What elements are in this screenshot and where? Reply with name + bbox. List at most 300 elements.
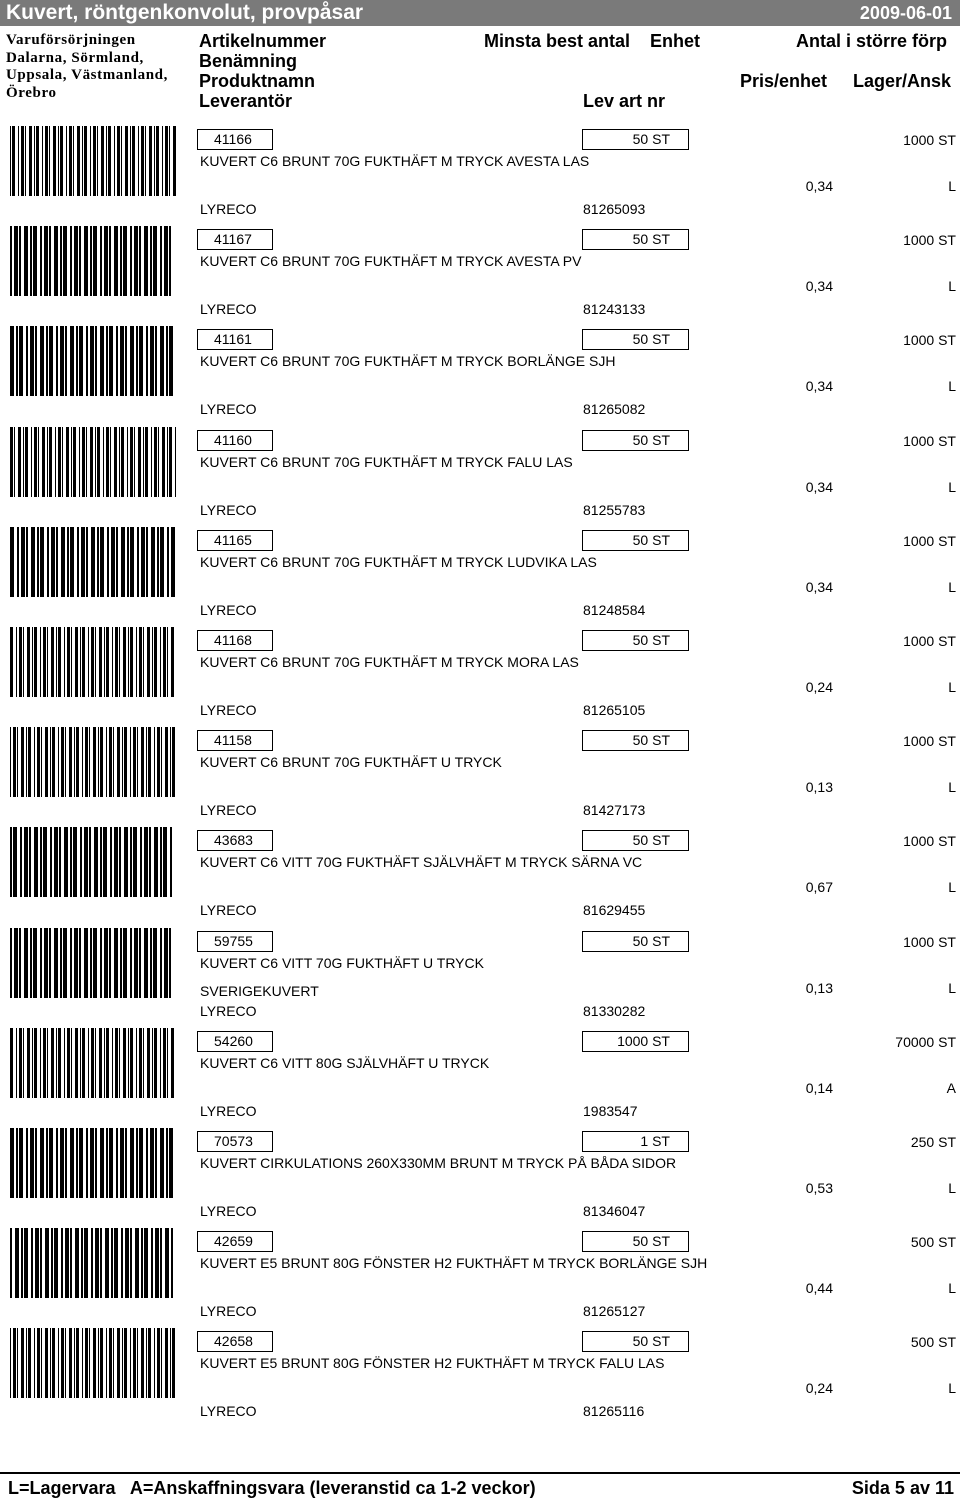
barcode-bar — [38, 427, 39, 497]
page-title: Kuvert, röntgenkonvolut, provpåsar — [6, 1, 364, 24]
barcode-bar — [100, 527, 104, 597]
barcode-bar — [91, 1028, 94, 1098]
barcode-bar — [95, 326, 97, 396]
barcode-bar — [137, 1328, 138, 1398]
barcode-bar — [60, 226, 62, 296]
barcode-bar — [98, 1328, 99, 1398]
barcode-bar — [165, 1228, 169, 1298]
barcode-bar — [94, 827, 98, 897]
supplier-name: LYRECO — [200, 1403, 257, 1419]
item-name: KUVERT C6 BRUNT 70G FUKTHÄFT M TRYCK MORA LAS — [200, 654, 579, 670]
barcode-bar — [141, 1328, 144, 1398]
barcode-bar — [19, 928, 21, 998]
barcode-bar — [130, 627, 133, 697]
barcode-bar — [41, 727, 42, 797]
barcode-bar — [163, 827, 167, 897]
larger-pack-quantity: 1000 ST — [903, 132, 956, 148]
item-name: KUVERT C6 BRUNT 70G FUKTHÄFT U TRYCK — [200, 754, 502, 770]
barcode-bar — [130, 326, 134, 396]
item-name: KUVERT C6 VITT 80G SJÄLVHÄFT U TRYCK — [200, 1055, 490, 1071]
barcode-bar — [106, 326, 108, 396]
min-order-quantity: 50 ST — [582, 530, 689, 551]
barcode-image — [10, 1128, 176, 1198]
barcode-bar — [53, 126, 56, 196]
barcode-bar — [64, 627, 65, 697]
barcode-bar — [79, 326, 83, 396]
barcode-bar — [56, 1028, 57, 1098]
barcode-bar — [90, 1128, 94, 1198]
barcode-bar — [165, 1328, 168, 1398]
barcode-bar — [130, 427, 133, 497]
barcode-bar — [58, 427, 61, 497]
barcode-bar — [171, 1228, 173, 1298]
barcode-bar — [150, 226, 152, 296]
barcode-bar — [161, 727, 162, 797]
barcode-bar — [137, 727, 138, 797]
barcode-bar — [169, 928, 171, 998]
barcode-bar — [146, 727, 147, 797]
article-number: 59755 — [197, 931, 273, 952]
supplier-name: LYRECO — [200, 502, 257, 518]
barcode-bar — [138, 126, 139, 196]
barcode-bar — [80, 827, 82, 897]
barcode-bar — [166, 1128, 168, 1198]
barcode-bar — [133, 1328, 136, 1398]
barcode-bar — [139, 326, 143, 396]
barcode-bar — [60, 326, 64, 396]
stock-type: L — [948, 178, 956, 194]
barcode-bar — [106, 427, 109, 497]
barcode-bar — [114, 427, 117, 497]
article-number: 42658 — [197, 1331, 273, 1352]
page-footer — [0, 1472, 960, 1498]
barcode-bar — [89, 727, 90, 797]
barcode-bar — [61, 727, 64, 797]
barcode-image — [10, 527, 176, 597]
barcode-bar — [81, 527, 85, 597]
barcode-bar — [21, 1228, 23, 1298]
barcode-bar — [35, 326, 37, 396]
barcode-bar — [163, 627, 166, 697]
barcode-bar — [123, 226, 127, 296]
barcode-bar — [45, 126, 48, 196]
barcode-bar — [156, 126, 159, 196]
barcode-bar — [84, 928, 88, 998]
article-number: 41160 — [197, 430, 273, 451]
barcode-bar — [133, 727, 136, 797]
barcode-bar — [139, 1128, 143, 1198]
barcode-bar — [130, 126, 131, 196]
supplier-article-number: 81248584 — [583, 602, 646, 618]
barcode-bar — [37, 727, 40, 797]
barcode-bar — [40, 1128, 44, 1198]
barcode-bar — [104, 1028, 105, 1098]
barcode-bar — [167, 427, 168, 497]
barcode-bar — [146, 1128, 148, 1198]
column-header-antal-storre-forp: Antal i större förp — [796, 31, 948, 51]
barcode-bar — [85, 1328, 88, 1398]
barcode-bar — [82, 1028, 85, 1098]
barcode-bar — [125, 1228, 129, 1298]
barcode-bar — [34, 827, 38, 897]
barcode-bar — [150, 1128, 154, 1198]
barcode-bar — [89, 827, 91, 897]
barcode-bar — [143, 427, 144, 497]
barcode-bar — [97, 427, 100, 497]
barcode-bar — [90, 427, 93, 497]
barcode-bar — [154, 827, 158, 897]
barcode-bar — [82, 627, 85, 697]
barcode-bar — [93, 226, 97, 296]
barcode-bar — [62, 427, 63, 497]
min-order-quantity: 50 ST — [582, 830, 689, 851]
barcode-bar — [47, 527, 49, 597]
barcode-bar — [34, 1328, 35, 1398]
barcode-bar — [100, 727, 103, 797]
barcode-bar — [37, 1328, 40, 1398]
supplier-article-number: 81427173 — [583, 802, 646, 818]
barcode-bar — [120, 928, 122, 998]
barcode-bar — [42, 427, 45, 497]
barcode-bar — [28, 727, 31, 797]
supplier-name: LYRECO — [200, 301, 257, 317]
barcode-bar — [73, 827, 77, 897]
barcode-bar — [123, 627, 126, 697]
barcode-bar — [44, 928, 48, 998]
min-order-quantity: 1000 ST — [582, 1031, 689, 1052]
barcode-bar — [162, 427, 165, 497]
barcode-bar — [141, 727, 144, 797]
barcode-bar — [40, 326, 44, 396]
larger-pack-quantity: 250 ST — [910, 1134, 956, 1150]
barcode-bar — [88, 627, 89, 697]
barcode-bar — [136, 1028, 137, 1098]
barcode-bar — [82, 126, 83, 196]
barcode-bar — [150, 928, 152, 998]
barcode-bar — [128, 627, 129, 697]
barcode-image — [10, 727, 176, 797]
barcode-bar — [121, 126, 122, 196]
barcode-bar — [93, 928, 97, 998]
barcode-bar — [130, 226, 132, 296]
barcode-bar — [98, 727, 99, 797]
barcode-bar — [54, 928, 58, 998]
article-number: 41158 — [197, 730, 273, 751]
item-entry — [0, 827, 960, 927]
barcode-bar — [115, 627, 118, 697]
barcode-bar — [70, 527, 74, 597]
barcode-bar — [49, 326, 53, 396]
barcode-bar — [51, 1228, 53, 1298]
item-entry — [0, 1228, 960, 1328]
barcode-bar — [99, 627, 102, 697]
barcode-bar — [76, 1328, 79, 1398]
barcode-bar — [113, 727, 114, 797]
supplier-article-number: 81265105 — [583, 702, 646, 718]
barcode-bar — [34, 727, 35, 797]
barcode-bar — [34, 627, 37, 697]
barcode-bar — [40, 928, 42, 998]
barcode-bar — [151, 427, 152, 497]
unit-price: 0,34 — [805, 178, 833, 194]
barcode-bar — [63, 226, 67, 296]
barcode-bar — [71, 427, 72, 497]
barcode-bar — [84, 1228, 88, 1298]
barcode-bar — [106, 126, 107, 196]
barcode-bar — [117, 126, 120, 196]
barcode-bar — [112, 627, 113, 697]
barcode-bar — [95, 627, 96, 697]
barcode-bar — [56, 527, 58, 597]
barcode-bar — [141, 126, 144, 196]
column-header-enhet: Enhet — [650, 31, 701, 51]
barcode-bar — [140, 827, 142, 897]
article-number: 54260 — [197, 1031, 273, 1052]
supplier-name: LYRECO — [200, 702, 257, 718]
barcode-bar — [61, 1228, 63, 1298]
barcode-bar — [114, 928, 118, 998]
barcode-bar — [160, 1228, 162, 1298]
barcode-bar — [160, 326, 164, 396]
barcode-bar — [123, 928, 127, 998]
barcode-bar — [27, 1028, 30, 1098]
item-name: KUVERT C6 VITT 70G FUKTHÄFT U TRYCK — [200, 955, 484, 971]
barcode-bar — [99, 1028, 102, 1098]
column-header-produktnamn: Produktnamn — [199, 71, 316, 91]
barcode-bar — [52, 1328, 55, 1398]
barcode-bar — [77, 126, 80, 196]
barcode-bar — [109, 326, 113, 396]
barcode-bar — [19, 1028, 22, 1098]
barcode-bar — [120, 1128, 124, 1198]
barcode-bar — [136, 1128, 138, 1198]
barcode-bar — [26, 727, 27, 797]
barcode-bar — [95, 1128, 97, 1198]
barcode-bar — [20, 827, 22, 897]
larger-pack-quantity: 1000 ST — [903, 733, 956, 749]
barcode-bar — [49, 427, 52, 497]
barcode-bar — [10, 1128, 14, 1198]
larger-pack-quantity: 1000 ST — [903, 833, 956, 849]
supplier-name: LYRECO — [200, 1003, 257, 1019]
barcode-bar — [10, 827, 12, 897]
barcode-bar — [75, 627, 78, 697]
barcode-bar — [110, 827, 112, 897]
barcode-bar — [31, 1228, 33, 1298]
supplier-article-number: 81265082 — [583, 401, 646, 417]
barcode-bar — [154, 627, 157, 697]
barcode-bar — [30, 226, 32, 296]
barcode-bar — [116, 1128, 118, 1198]
barcode-bar — [86, 326, 88, 396]
barcode-bar — [32, 1028, 33, 1098]
barcode-bar — [157, 1328, 160, 1398]
barcode-bar — [69, 126, 72, 196]
barcode-bar — [119, 627, 120, 697]
barcode-bar — [10, 527, 14, 597]
barcode-bar — [35, 1228, 39, 1298]
barcode-bar — [27, 627, 30, 697]
barcode-bar — [16, 1128, 18, 1198]
barcode-bar — [106, 727, 107, 797]
barcode-bar — [18, 427, 21, 497]
barcode-bar — [10, 627, 13, 697]
barcode-bar — [117, 1328, 120, 1398]
barcode-bar — [154, 1328, 155, 1398]
barcode-bar — [40, 1228, 42, 1298]
barcode-bar — [153, 928, 157, 998]
barcode-bar — [51, 527, 55, 597]
item-name: KUVERT E5 BRUNT 80G FÖNSTER H2 FUKTHÄFT M TRYCK BORLÄNGE SJH — [200, 1255, 708, 1271]
barcode-bar — [119, 827, 121, 897]
supplier-article-number: 81629455 — [583, 902, 646, 918]
barcode-bar — [167, 627, 168, 697]
barcode-bar — [46, 1128, 48, 1198]
barcode-bar — [157, 727, 160, 797]
barcode-bar — [165, 126, 168, 196]
barcode-bar — [35, 1128, 37, 1198]
column-header-minsta-best-antal: Minsta best antal — [484, 31, 631, 51]
barcode-bar — [86, 427, 87, 497]
supplier-article-number: 1983547 — [583, 1103, 638, 1119]
stock-type: L — [948, 1380, 956, 1396]
barcode-bar — [115, 1028, 118, 1098]
barcode-bar — [147, 627, 150, 697]
item-name: KUVERT CIRKULATIONS 260X330MM BRUNT M TRYCK PÅ BÅDA SIDOR — [200, 1155, 677, 1171]
item-entry — [0, 326, 960, 426]
barcode-bar — [10, 126, 11, 196]
barcode-bar — [109, 1328, 112, 1398]
barcode-bar — [76, 727, 79, 797]
barcode-bar — [13, 827, 17, 897]
barcode-bar — [23, 627, 24, 697]
article-number: 41161 — [197, 329, 273, 350]
item-entry — [0, 928, 960, 1028]
barcode-bar — [79, 427, 80, 497]
item-name: KUVERT C6 BRUNT 70G FUKTHÄFT M TRYCK FALU LAS — [200, 454, 573, 470]
barcode-bar — [173, 126, 176, 196]
barcode-bar — [144, 827, 148, 897]
barcode-bar — [56, 627, 57, 697]
barcode-bar — [66, 126, 67, 196]
barcode-bar — [134, 928, 138, 998]
barcode-bar — [160, 827, 162, 897]
barcode-bar — [110, 427, 111, 497]
barcode-bar — [139, 928, 141, 998]
barcode-bar — [106, 1028, 109, 1098]
barcode-bar — [106, 1128, 108, 1198]
barcode-bar — [169, 226, 171, 296]
barcode-bar — [136, 627, 137, 697]
barcode-bar — [93, 1328, 96, 1398]
barcode-bar — [33, 928, 37, 998]
barcode-bar — [15, 1228, 19, 1298]
stock-type: L — [948, 579, 956, 595]
barcode-bar — [134, 226, 138, 296]
barcode-bar — [148, 1328, 151, 1398]
barcode-image — [10, 226, 176, 296]
barcode-bar — [84, 226, 88, 296]
barcode-bar — [160, 627, 161, 697]
region-block — [6, 32, 168, 102]
barcode-bar — [127, 427, 128, 497]
footer-legend: L=Lagervara A=Anskaffningsvara (leveranstid ca 1-2 veckor) — [8, 1478, 536, 1498]
barcode-bar — [10, 1228, 12, 1298]
min-order-quantity: 50 ST — [582, 1331, 689, 1352]
barcode-bar — [10, 1028, 13, 1098]
barcode-bar — [100, 226, 102, 296]
barcode-bar — [80, 627, 81, 697]
barcode-bar — [163, 1028, 166, 1098]
unit-price: 0,14 — [805, 1080, 833, 1096]
barcode-bar — [148, 727, 151, 797]
barcode-bar — [13, 727, 16, 797]
barcode-bar — [165, 727, 168, 797]
barcode-bar — [30, 1128, 34, 1198]
barcode-bar — [24, 1228, 28, 1298]
barcode-bar — [160, 928, 162, 998]
barcode-bar — [82, 727, 83, 797]
barcode-image — [10, 1028, 176, 1098]
barcode-bar — [59, 827, 61, 897]
barcode-bar — [170, 827, 172, 897]
barcode-bar — [18, 126, 19, 196]
barcode-bar — [44, 226, 48, 296]
barcode-bar — [153, 226, 157, 296]
barcode-bar — [19, 1128, 23, 1198]
barcode-bar — [82, 427, 85, 497]
barcode-bar — [21, 126, 24, 196]
barcode-bar — [51, 627, 54, 697]
supplier-article-number: 81255783 — [583, 502, 646, 518]
barcode-bar — [23, 427, 24, 497]
unit-price: 0,44 — [805, 1280, 833, 1296]
barcode-bar — [160, 1128, 164, 1198]
barcode-bar — [124, 1328, 127, 1398]
barcode-bar — [120, 326, 124, 396]
barcode-bar — [26, 1128, 28, 1198]
barcode-bar — [144, 928, 148, 998]
item-name: KUVERT C6 BRUNT 70G FUKTHÄFT M TRYCK AVESTA LAS — [200, 153, 590, 169]
unit-price: 0,24 — [805, 1380, 833, 1396]
barcode-bar — [114, 827, 118, 897]
item-entry — [0, 1328, 960, 1428]
barcode-bar — [56, 326, 58, 396]
barcode-image — [10, 827, 176, 897]
barcode-bar — [119, 427, 120, 497]
barcode-bar — [19, 627, 22, 697]
barcode-bar — [111, 527, 115, 597]
min-order-quantity: 50 ST — [582, 1231, 689, 1252]
barcode-bar — [12, 126, 15, 196]
barcode-bar — [43, 627, 46, 697]
barcode-bar — [32, 627, 33, 697]
larger-pack-quantity: 1000 ST — [903, 934, 956, 950]
barcode-bar — [60, 1128, 64, 1198]
barcode-bar — [95, 1028, 96, 1098]
barcode-bar — [103, 827, 107, 897]
barcode-bar — [45, 1328, 48, 1398]
barcode-bar — [49, 226, 51, 296]
barcode-bar — [152, 627, 153, 697]
barcode-bar — [90, 126, 91, 196]
barcode-bar — [127, 527, 129, 597]
barcode-bar — [65, 727, 66, 797]
barcode-bar — [61, 1328, 64, 1398]
barcode-bar — [40, 527, 44, 597]
barcode-bar — [132, 126, 135, 196]
unit-price: 0,13 — [805, 980, 833, 996]
